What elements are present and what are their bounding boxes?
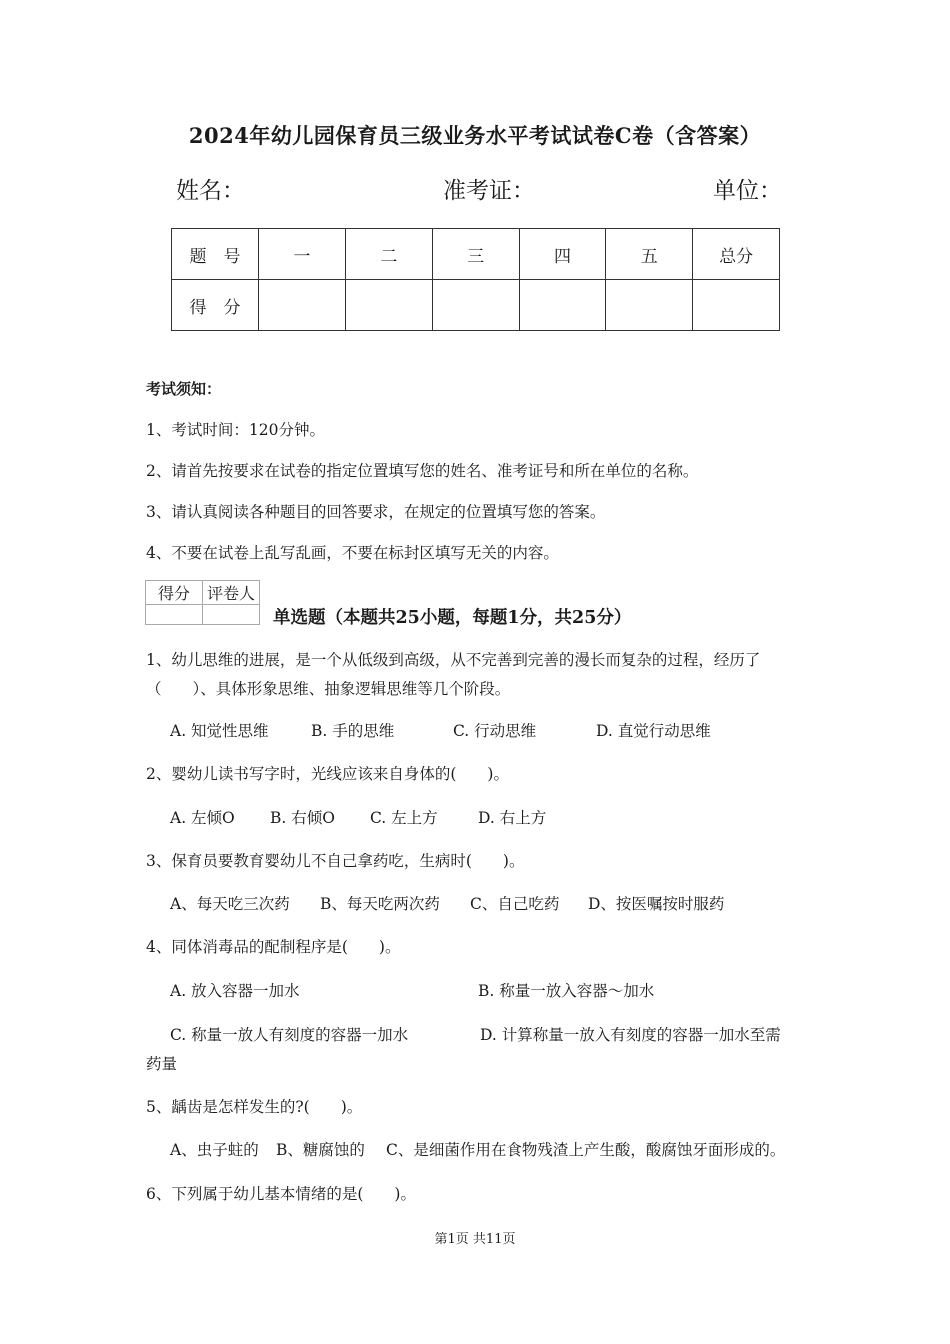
score-cell[interactable] (432, 280, 519, 331)
option: A. 左倾O (170, 809, 235, 827)
page-title: 2024年幼儿园保育员三级业务水平考试试卷C卷（含答案） (188, 123, 762, 148)
unit-field-label: 单位： (713, 178, 782, 204)
grader-score-label: 得分 (146, 581, 203, 605)
question-5: 5、龋齿是怎样发生的?( )。 (146, 1098, 363, 1116)
page-footer: 第1页 共11页 (434, 1232, 516, 1247)
question-4: 4、同体消毒品的配制程序是( )。 (146, 938, 401, 956)
score-table-header-row (172, 229, 780, 280)
grader-box (145, 580, 260, 625)
score-header-cell: 四 (519, 229, 606, 280)
note-item: 4、不要在试卷上乱写乱画，不要在标封区填写无关的内容。 (146, 544, 559, 562)
option: D、按医嘱按时服药 (588, 895, 725, 913)
question-3: 3、保育员要教育婴幼儿不自己拿药吃，生病时( )。 (146, 852, 525, 870)
score-table-score-row (172, 280, 780, 331)
option: C、自己吃药 (470, 895, 560, 913)
score-header-cell: 一 (259, 229, 346, 280)
option: C. 称量一放人有刻度的容器一加水 (170, 1026, 409, 1044)
score-header-cell: 三 (432, 229, 519, 280)
option: A、虫子蛀的 (170, 1141, 259, 1159)
score-header-cell: 总分 (693, 229, 780, 280)
option: D. 计算称量一放入有刻度的容器一加水至需 (480, 1026, 781, 1044)
grader-name-cell[interactable] (203, 605, 260, 625)
option: B. 称量一放入容器～加水 (478, 982, 655, 1000)
score-table (171, 228, 780, 331)
question-6: 6、下列属于幼儿基本情绪的是( )。 (146, 1185, 416, 1203)
option: A、每天吃三次药 (170, 895, 290, 913)
section-title: 单选题（本题共25小题，每题1分，共25分） (273, 608, 632, 628)
option: C. 行动思维 (453, 722, 537, 740)
note-item: 1、考试时间：120分钟。 (146, 421, 325, 439)
option-continuation: 药量 (146, 1055, 178, 1073)
grader-name-label: 评卷人 (203, 581, 260, 605)
option: C、是细菌作用在食物残渣上产生酸，酸腐蚀牙面形成的。 (386, 1141, 786, 1159)
name-field-label: 姓名： (176, 178, 245, 204)
score-row-label: 得 分 (172, 280, 259, 331)
score-cell[interactable] (606, 280, 693, 331)
grader-score-cell[interactable] (146, 605, 203, 625)
option: D. 右上方 (478, 809, 547, 827)
score-cell[interactable] (519, 280, 606, 331)
option: A. 放入容器一加水 (170, 982, 300, 1000)
question-1-line-2: （ ）、具体形象思维、抽象逻辑思维等几个阶段。 (146, 680, 511, 698)
note-item: 3、请认真阅读各种题目的回答要求，在规定的位置填写您的答案。 (146, 503, 606, 521)
option: B. 手的思维 (311, 722, 395, 740)
score-cell[interactable] (345, 280, 432, 331)
option: C. 左上方 (370, 809, 438, 827)
option: A. 知觉性思维 (170, 722, 269, 740)
score-cell[interactable] (259, 280, 346, 331)
question-2: 2、婴幼儿读书写字时，光线应该来自身体的( )。 (146, 765, 509, 783)
exam-number-field-label: 准考证： (443, 178, 535, 204)
option: B、糖腐蚀的 (276, 1141, 365, 1159)
notes-heading: 考试须知： (146, 380, 222, 398)
option: B. 右倾O (270, 809, 335, 827)
score-cell[interactable] (693, 280, 780, 331)
question-1-line-1: 1、幼儿思维的进展，是一个从低级到高级，从不完善到完善的漫长而复杂的过程，经历了 (146, 651, 761, 669)
score-header-cell: 题 号 (172, 229, 259, 280)
option: B、每天吃两次药 (320, 895, 440, 913)
note-item: 2、请首先按要求在试卷的指定位置填写您的姓名、准考证号和所在单位的名称。 (146, 462, 699, 480)
option: D. 直觉行动思维 (596, 722, 711, 740)
score-header-cell: 五 (606, 229, 693, 280)
score-header-cell: 二 (345, 229, 432, 280)
